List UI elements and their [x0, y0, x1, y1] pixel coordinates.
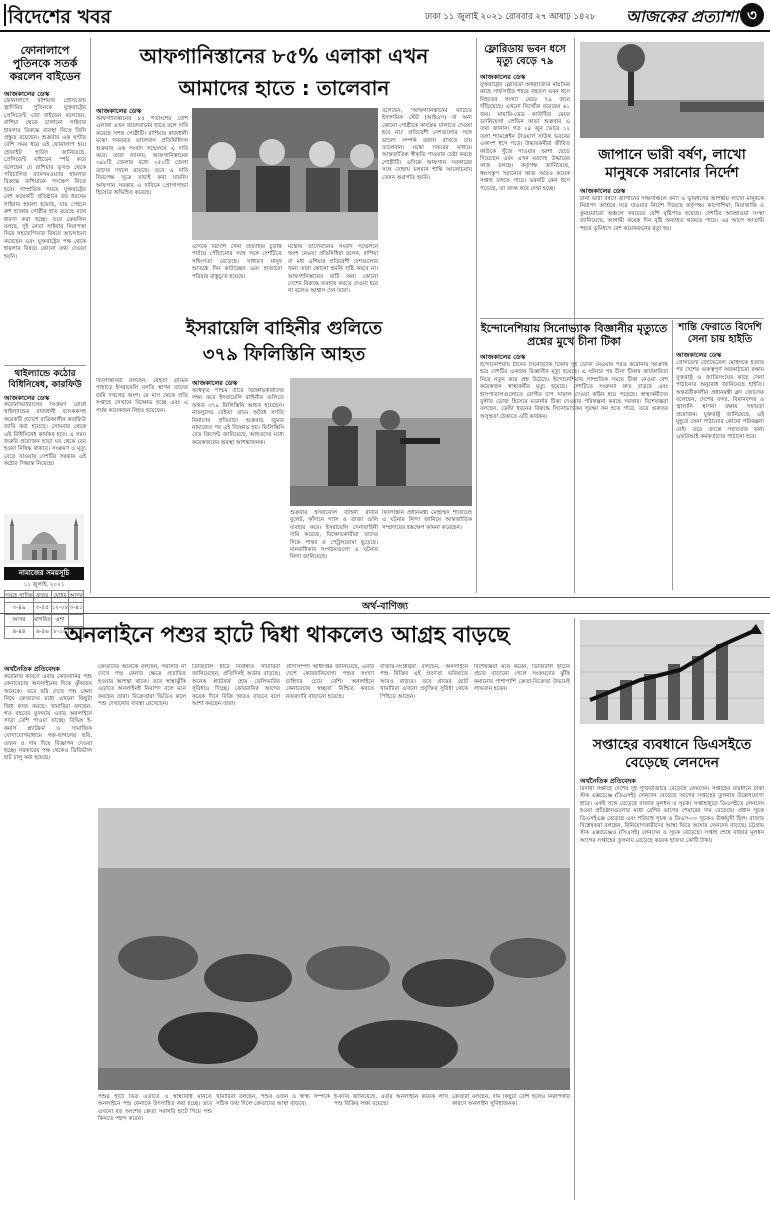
page-header	[0, 0, 770, 32]
indonesia-body: ইন্দোনেশিয়ায় চীনের সিনোভ্যাক টিকার দুই ডোজ নেওয়ার পরও করোনায় আক্রান্ত হয়ে দেশটির একজন বিজ্ঞানীর মৃত্যু হয়েছে। এ ঘটনার পর চীনা টিকার কার্যকারিতা নিয়ে নতুন করে প্রশ্ন উঠেছে। ইন্দোনেশিয়ায় সাম্প্রতিক সময়ে টিকা নেওয়া বেশ কয়েকজন স্বাস্থ্যকর্মীর মৃত্যু হয়েছে। দেশটিতে সংক্রমণ দ্রুত বাড়ছে এবং হাসপাতালগুলোতে রোগীর চাপ সামাল দেওয়া কঠিন হয়ে পড়েছে। স্বাস্থ্যকর্মীদের বুস্টার ডোজ হিসেবে মডার্নার টিকা দেওয়ার পরিকল্পনা করছে সরকার। বিশেষজ্ঞরা বলছেন, ডেল্টা ধরনের বিরুদ্ধে সিনোভ্যাকের সুরক্ষা কম হতে পারে, তবে গুরুতর অসুস্থতা ঠেকাতে এটি কার্যকর।	[480, 362, 668, 420]
japan-desk: আজকালের ডেস্ক	[580, 187, 626, 195]
israel-headline-1: ইসরায়েলি বাহিনীর গুলিতে	[185, 318, 383, 339]
masthead: আজকের প্রত্যাশা	[626, 7, 739, 26]
florida-headline: ফ্লোরিডায় ভবন ধসে মৃত্যু বেড়ে ৭৯	[484, 44, 566, 67]
taliban-photo	[192, 108, 378, 240]
cattle-body-col5: বাজার-সংশ্লিষ্টরা বলছেন, অনলাইনে পশু বিক্রির এই প্রবণতা ভবিষ্যতে আরও বাড়বে। তবে গ্রামের ছোট খামারিরা এখনো প্রযুক্তির সুবিধা থেকে পিছিয়ে আছেন।	[380, 664, 468, 700]
dse-reporter: অর্থনৈতিক প্রতিবেদক	[580, 777, 636, 785]
cattle-bottom-col2: খামারিরা বলছেন, পশুর ওজন ও স্বাস্থ্য সম্পর্কে সঠিক তথ্য দিলে ক্রেতাদের আস্থা বাড়বে।	[216, 1094, 330, 1108]
section-bar	[4, 4, 6, 26]
prayer-times-title: নামাজের সময়সূচি	[4, 567, 84, 580]
thailand-headline: থাইল্যান্ডে কঠোর বিধিনিষেধ, কারফিউ	[8, 369, 82, 390]
stock-market-photo	[580, 620, 764, 724]
israel-body-col1: অধিকৃত পশ্চিম তীরে বিক্ষোভকারীদের লক্ষ্য করে ইসরায়েলি বাহিনীর গুলিতে অন্তত ৩৭৯ ফিলিস্তিনি আহত হয়েছেন। নাবলুসের বেইতা গ্রামে অবৈধ বসতি নির্মাণের প্রতিবাদে শুক্রবার জুমার নামাজের পর এই বিক্ষোভ হয়। ফিলিস্তিনি রেড ক্রিসেন্ট জানিয়েছে, আহতদের মধ্যে কয়েকজনের অবস্থা আশঙ্কাজনক।	[192, 388, 284, 446]
dse-body: বিদায়ী সপ্তাহে দেশের দুই পুঁজিবাজারে বেড়েছে লেনদেন। সপ্তাহের ব্যবধানে ঢাকা স্টক এক্সচেঞ্জে (ডিএসই) লেনদেন বেড়েছে আগের সপ্তাহের তুলনায় উল্লেখযোগ্য হারে। একই সঙ্গে বেড়েছে বাজার মূলধন ও সূচক। সপ্তাহজুড়ে ডিএসইতে লেনদেন হওয়া প্রতিষ্ঠানগুলোর মধ্যে বেশির ভাগের শেয়ারের দাম বেড়েছে। প্রধান সূচক ডিএসইএক্স বেড়েছে এবং শরিয়াহ সূচক ও ডিএস-৩০ সূচকও ঊর্ধ্বমুখী ছিল। বাজার বিশ্লেষকরা বলছেন, বিনিয়োগকারীদের আস্থা ফিরে আসায় লেনদেন বাড়ছে। চট্টগ্রাম স্টক এক্সচেঞ্জেও (সিএসই) লেনদেন ও সূচক বেড়েছে। সপ্তাহ শেষে বাজার মূলধন আগের সপ্তাহের তুলনায় বেড়েছে কয়েক হাজার কোটি টাকা।	[580, 786, 764, 844]
israel-desk: আজকালের ডেস্ক	[192, 379, 238, 387]
putin-body: ফোনালাপে রাশিয়ার প্রেসিডেন্ট ভ্লাদিমির পুতিনকে যুক্তরাষ্ট্রের প্রেসিডেন্ট জো বাইডেন বলেছেন, রাশিয়া থেকে চালানো সাইবার হামলার বিরুদ্ধে ব্যবস্থা নিতে তিনি প্রস্তুত রয়েছেন। শুক্রবার এক ঘণ্টার বেশি সময় ধরে এই ফোনালাপ হয়। হোয়াইট হাউস জানিয়েছে, প্রেসিডেন্ট বাইডেন স্পষ্ট করে বলেছেন যে রাশিয়ার ভূখণ্ড থেকে পরিচালিত র‍্যানসমওয়্যার হামলার বিরুদ্ধে রাশিয়াকে পদক্ষেপ নিতে হবে। সাম্প্রতিক সময়ে যুক্তরাষ্ট্রের বেশ কয়েকটি প্রতিষ্ঠানে বড় ধরনের সাইবার হামলা হয়েছে, যার পেছনে রুশ হ্যাকার গোষ্ঠীর হাত রয়েছে বলে ধারণা করা হচ্ছে। তবে ক্রেমলিন বলছে, দুই নেতা সাইবার নিরাপত্তা নিয়ে সহযোগিতার বিষয়ে আলোচনা করেছেন এবং যুক্তরাষ্ট্রের পক্ষ থেকে হামলার বিষয়ে কোনো তথ্য দেওয়া হয়নি।	[4, 98, 86, 260]
column-rule	[672, 320, 673, 590]
thailand-desk: আজকালের ডেস্ক	[4, 394, 50, 402]
mosque-illustration	[4, 514, 84, 564]
taliban-body-col1: আফগানিস্তানের ৮৫ শতাংশের বেশি এলাকা এখন তালেবানের হাতে বলে দাবি করেছে সশস্ত্র গোষ্ঠীটি। রাশিয়ার রাজধানী মস্কো সফররত তালেবান প্রতিনিধিদল শুক্রবার এক সংবাদ সম্মেলনে এ দাবি করে। তারা জানায়, আফগানিস্তানের ৩৯৮টি জেলার মধ্যে ২৫০টি জেলা তাদের দখলে রয়েছে। তবে এ দাবি নিরপেক্ষ সূত্রে যাচাই করা যায়নি। আফগান সরকার এ দাবিকে প্রোপাগান্ডা হিসেবে অভিহিত করেছে।	[96, 116, 188, 197]
divider	[4, 365, 86, 366]
putin-headline: ফোনালাপে পুতিনকে সতর্ক করলেন বাইডেন	[9, 44, 81, 83]
prayer-cell: আসর	[5, 615, 34, 627]
column-rule	[90, 38, 91, 593]
indonesia-desk: আজকালের ডেস্ক	[480, 353, 526, 361]
section-banner	[0, 597, 770, 614]
cattle-bottom-col3: ই-ক্যাব জানিয়েছে, এবার অনলাইনে কয়েক লাখ পশু বিক্রির লক্ষ্য রয়েছে।	[334, 1094, 448, 1108]
section-title: বিদেশের খবর	[8, 6, 112, 28]
taliban-body-col3: মস্কোয় তালেবানের সংবাদ সম্মেলনে অংশ নেওয়া প্রতিনিধিরা বলেন, রাশিয়া বা মধ্য এশিয়ার প্রতিবেশী দেশগুলোর জন্য তারা কোনো হুমকি সৃষ্টি করবে না। আফগানিস্তানের মাটি অন্য কোনো দেশের বিরুদ্ধে ব্যবহার করতে দেওয়া হবে না বলেও আশ্বাস দেন তারা।	[288, 244, 378, 295]
prayer-cell: ৩-৫৫	[34, 603, 51, 615]
cattle-body-col3: ডিজিটাল হাটে নিবন্ধিত খামারিরা জানিয়েছেন, প্রতিদিনই অর্ডার বাড়ছে। অনেক প্ল্যাটফর্ম হোম ডেলিভারির সুবিধাও দিচ্ছে। কোরবানির আগের কয়েক দিনে বিক্রি আরও বাড়বে বলে আশা করছেন তারা।	[192, 664, 280, 708]
cattle-body-col1: করোনার কারণে এবার কোরবানির পশু কেনাবেচায় অনলাইনের দিকে ঝুঁকছেন অনেকে। তবে ছবি দেখে পশু কেনা নিয়ে ক্রেতাদের মধ্যে এখনো কিছুটা দ্বিধা কাজ করছে। খামারিরা বলছেন, গত বছরের তুলনায় এবার অনলাইনে সাড়া বেশি পাওয়া যাচ্ছে। বিভিন্ন ই-কমার্স প্ল্যাটফর্ম ও সামাজিক যোগাযোগমাধ্যমে গরু-ছাগলের ছবি, ওজন ও দাম দিয়ে বিজ্ঞাপন দেওয়া হচ্ছে। সরকারের পক্ষ থেকেও ডিজিটাল হাট চালু করা হয়েছে।	[4, 674, 92, 762]
cattle-body-col4: প্রাণিসম্পদ অধিদপ্তর জানিয়েছে, এবার দেশে কোরবানিযোগ্য পশুর সংখ্যা চাহিদার চেয়ে বেশি। অনলাইনে কেনাবেচায় স্বচ্ছতা নিশ্চিত করতে নজরদারি বাড়ানো হয়েছে।	[286, 664, 374, 700]
taliban-desk: আজকালের ডেস্ক	[96, 107, 142, 115]
dateline: ঢাকা ১১ জুলাই ২০২১ রোববার ২৭ আষাঢ় ১৪২৮	[425, 12, 596, 22]
haiti-headline: শান্তি ফেরাতে বিদেশি সেনা চায় হাইতি	[678, 322, 762, 345]
taliban-headline-1: আফগানিস্তানের ৮৫% এলাকা এখন	[139, 44, 429, 68]
prayer-cell: যোহর	[51, 591, 69, 603]
prayer-cell: সুবহে সাদিক	[5, 591, 34, 603]
israel-body-col3: শুক্রবার ইসরায়েলি বাহিনী রাবার বুলেট, কাঁদানে গ্যাস ও তাজা গুলি ব্যবহার করে। ইসরায়েলি সেনাবাহিনী দাবি করেছে, বিক্ষোভকারীরা তাদের দিকে পাথর ও পেট্রলবোমা ছুড়েছে। মানবাধিকার সংগঠনগুলো এ ঘটনার নিন্দা জানিয়েছে।	[290, 510, 378, 561]
prayer-cell: ৮-১৬	[51, 627, 69, 639]
florida-body: যুক্তরাষ্ট্রের ফ্লোরিডা অঙ্গরাজ্যের মায়ামির কাছে সার্ফসাইড শহরে বহুতল ভবন ধসে নিহতের সংখ্যা বেড়ে ৭৯ জনে দাঁড়িয়েছে। এখনো নিখোঁজ রয়েছেন ৬১ জন। মায়ামি-ডেড কাউন্টির মেয়র ড্যানিয়েলা লেভিন কাভা শুক্রবার এ তথ্য জানান। গত ২৪ জুন ভোরে ১২ তলা শ্যামপ্লেইন টাওয়ার্স সাউথ ভবনের একাংশ ধসে পড়ে। উদ্ধারকর্মীরা জীবিত কাউকে খুঁজে পাওয়ার আশা ছেড়ে দিয়েছেন এবং এখন মরদেহ উদ্ধারের কাজ চলছে। কর্তৃপক্ষ জানিয়েছে, ধ্বংসস্তূপ সরানোর কাজ আরও কয়েক সপ্তাহ চলতে পারে। ভবনটি কেন ধসে পড়েছে, তা তদন্ত করে দেখা হচ্ছে।	[480, 82, 570, 192]
prayer-cell: ৩-৪১	[69, 603, 84, 615]
cattle-bottom-col1: পশুর হাটে ভিড় এড়াতে ও স্বাস্থ্যবিধি মানতে অনলাইনে পশু কেনাকে উৎসাহিত করা হচ্ছে। তবে এখনো বড় অংশের ক্রেতা সরাসরি হাটে গিয়ে পশু কিনতে পছন্দ করেন।	[98, 1094, 212, 1123]
cattle-body-col6: বিশেষজ্ঞরা মনে করেন, ডিজিটাল হাটের প্রচার বাড়ানো গেলে সংক্রমণের ঝুঁকি কমানোর পাশাপাশি ক্রেতা-বিক্রেতা উভয়েই লাভবান হবেন।	[474, 664, 570, 693]
florida-desk: আজকালের ডেস্ক	[480, 73, 526, 81]
cattle-reporter: অর্থনৈতিক প্রতিবেদক	[4, 665, 60, 673]
israel-body-col2: ফিলিস্তিনিরা বলছেন, বেইতা গ্রামের পাহাড়ে ইসরায়েলি বসতি স্থাপন তাদের জমি দখলের অংশ। মে মাস থেকে প্রতি সপ্তাহে সেখানে বিক্ষোভ হচ্ছে এবং এ পর্যন্ত কয়েকজন নিহত হয়েছেন।	[96, 378, 188, 414]
thailand-body: করোনাভাইরাসের সংক্রমণ রোধে থাইল্যান্ডের রাজধানী ব্যাংককসহ কয়েকটি প্রদেশে রাত্রিকালীন কারফিউ জারি করা হয়েছে। সোমবার থেকে এই বিধিনিষেধ কার্যকর হবে। এ সময় জরুরি প্রয়োজন ছাড়া ঘর থেকে বের হওয়া নিষিদ্ধ থাকবে। সংক্রমণ ও মৃত্যু বেড়ে যাওয়ায় দেশটির সরকার এই কঠোর সিদ্ধান্ত নিয়েছে।	[4, 402, 86, 468]
cattle-bottom-col4: ক্রেতারা বলছেন, দাম কিছুটা বেশি হলেও নিরাপত্তার কারণে অনলাইন সুবিধাজনক।	[452, 1094, 570, 1108]
section-banner-label: অর্থ-বাণিজ্য	[361, 601, 409, 612]
divider	[480, 318, 764, 319]
prayer-cell: ৩-৪৯	[5, 603, 34, 615]
taliban-headline-2: আমাদের হাতে : তালেবান	[178, 76, 390, 100]
prayer-date: ১১ জুলাই, ২০২১	[23, 582, 65, 588]
page-number: ৩	[740, 3, 764, 27]
indonesia-headline: ইন্দোনেশিয়ায় সিনোভ্যাক বিজ্ঞানীর মৃত্যুতে প্রশ্নের মুখে চীনা টিকা	[480, 322, 668, 348]
prayer-cell: আসর	[69, 591, 84, 603]
prayer-cell: ৬-৫৬	[34, 627, 51, 639]
haiti-desk: আজকালের ডেস্ক	[676, 351, 722, 359]
cattle-market-photo	[98, 808, 570, 1090]
column-rule	[574, 618, 575, 1200]
dse-headline: সপ্তাহের ব্যবধানে ডিএসইতে বেড়েছে লেনদেন	[592, 737, 752, 771]
israel-body-col4: ফিলিস্তিনি প্রধানমন্ত্রী মোহাম্মদ শাতায়েহ এ ঘটনার নিন্দা জানিয়ে আন্তর্জাতিক সম্প্রদায়ের হস্তক্ষেপ কামনা করেছেন।	[382, 510, 472, 531]
column-rule	[476, 38, 477, 593]
taliban-body-col4: বলেছেন, 'আফগানিস্তানের মাটিতে ইসলামিক স্টেট (আইএস) বা অন্য কোনো গোষ্ঠীকে কার্যক্রম চালাতে দেওয়া হবে না।' প্রতিবেশী দেশগুলোর সঙ্গে ভালো সম্পর্ক বজায় রাখতে চায় তালেবান। মস্কো সফরের মাধ্যমে আন্তর্জাতিক স্বীকৃতি পাওয়ার চেষ্টা করছে গোষ্ঠীটি। এদিকে আফগান সরকারের সঙ্গে দোহায় চলমান শান্তি আলোচনায় তেমন অগ্রগতি হয়নি।	[382, 108, 472, 181]
israel-photo	[290, 378, 472, 506]
prayer-cell: ফজর	[34, 591, 51, 603]
israel-headline-2: ৩৭৯ ফিলিস্তিনি আহত	[202, 344, 366, 365]
japan-photo	[580, 42, 764, 138]
haiti-body: প্রেসিডেন্ট জোভেনেল মোইসকে হত্যার পর দেশের গুরুত্বপূর্ণ অবকাঠামো রক্ষায় যুক্তরাষ্ট্র ও জাতিসংঘের কাছে সেনা পাঠানোর অনুরোধ জানিয়েছে হাইতি। অন্তর্বর্তীকালীন প্রধানমন্ত্রী ক্লদ জোসেফ বলেছেন, দেশের বন্দর, বিমানবন্দর ও জ্বালানি স্থাপনা রক্ষায় সহায়তা প্রয়োজন। যুক্তরাষ্ট্র জানিয়েছে, এই মুহূর্তে সেনা পাঠানোর কোনো পরিকল্পনা নেই। তবে তদন্তে সহায়তার জন্য এফবিআই কর্মকর্তাদের পাঠানো হবে।	[676, 360, 764, 441]
japan-body: টানা ভারী বর্ষণে জাপানের দক্ষিণাঞ্চলে বন্যা ও ভূমিধসের আশঙ্কায় লাখো মানুষকে নিরাপদ আশ্রয়ে সরে যাওয়ার নির্দেশ দিয়েছে কর্তৃপক্ষ। কাগোশিমা, মিয়াজাকি ও কুমামোতো অঞ্চলে সবচেয়ে বেশি বৃষ্টিপাত হয়েছে। দেশটির আবহাওয়া সংস্থা জানিয়েছে, আগামী কয়েক দিন বৃষ্টি অব্যাহত থাকতে পারে। এর আগে আতামি শহরে ভূমিধসে বেশ কয়েকজনের মৃত্যু হয়।	[580, 196, 764, 232]
cattle-headline: অনলাইনে পশুর হাটে দ্বিধা থাকলেও আগ্রহ বাড়ছে	[64, 623, 510, 648]
taliban-body-col2: এদিকে বিদেশি সেনা প্রত্যাহার চূড়ান্ত পর্যায়ে পৌঁছানোর সঙ্গে সঙ্গে দেশটিতে সহিংসতা বেড়েছে। সাধারণ মানুষ আতঙ্কে দিন কাটাচ্ছেন এবং হাজারো পরিবার বাস্তুচ্যুত হয়েছে।	[192, 244, 282, 280]
prayer-cell: ১২-০৮	[51, 603, 69, 615]
cattle-body-col2: ক্রেতাদের অনেকে বলছেন, সরাসরি না দেখে পশু কেনার ক্ষেত্রে প্রতারিত হওয়ার আশঙ্কা থাকে। তবে স্বাস্থ্যঝুঁকি এড়াতে অনলাইনই নিরাপদ বলে মনে করছেন তারা। বিক্রেতারা ভিডিও কলে পশু দেখানোর ব্যবস্থা রেখেছেন।	[98, 664, 186, 708]
japan-headline: জাপানে ভারী বর্ষণ, লাখো মানুষকে সরানোর নির্দেশ	[598, 147, 746, 181]
prayer-cell: মাগরিব	[34, 615, 51, 627]
prayer-cell: এশা	[51, 615, 69, 627]
prayer-cell: ৪-৪৪	[5, 627, 34, 639]
putin-desk: আজকালের ডেস্ক	[4, 90, 50, 98]
